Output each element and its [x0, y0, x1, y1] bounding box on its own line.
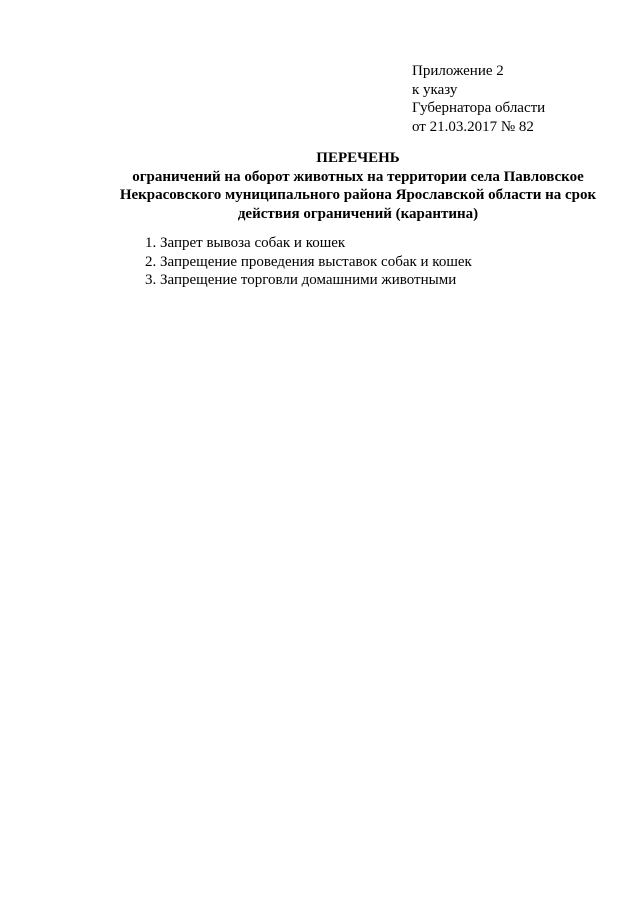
- annex-block: [412, 62, 545, 136]
- document-subtitle-line-2: Некрасовского муниципального района Ярославской области на срок: [119, 187, 597, 203]
- document-subtitle-line-1: ограничений на оборот животных на территории села Павловское: [132, 168, 584, 185]
- annex-date-number: от 21.03.2017 № 82: [412, 118, 534, 135]
- annex-issuer: Губернатора области: [412, 100, 546, 116]
- annex-number: Приложение 2: [412, 63, 504, 79]
- document-subtitle-line-3: действия ограничений (карантина): [237, 205, 479, 222]
- restrictions-list: [145, 234, 472, 290]
- document-heading: [100, 149, 616, 223]
- document-title: ПЕРЕЧЕНЬ: [316, 150, 400, 166]
- list-item: 1. Запрет вывоза собак и кошек: [145, 235, 346, 251]
- annex-reference: к указу: [412, 81, 458, 98]
- list-item: 3. Запрещение торговли домашними животными: [145, 272, 457, 288]
- list-item: 2. Запрещение проведения выставок собак и кошек: [145, 253, 472, 270]
